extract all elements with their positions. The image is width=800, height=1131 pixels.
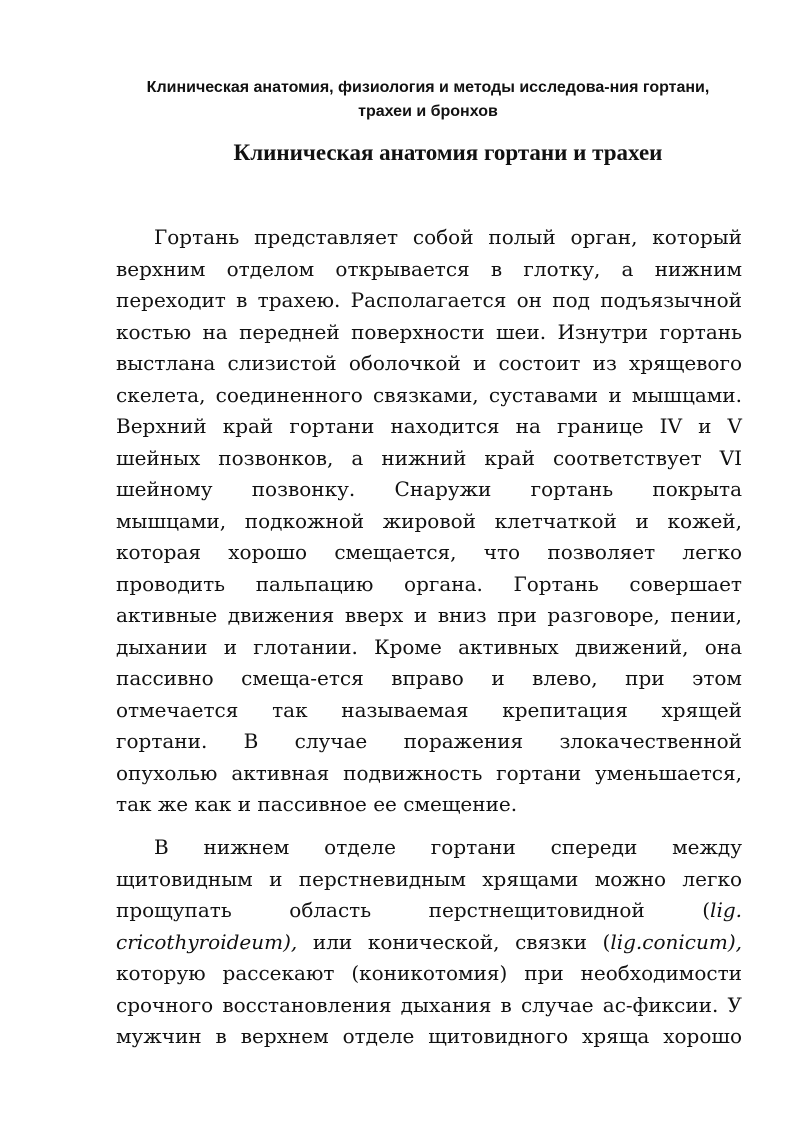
- paragraph-line: мужчин в верхнем отделе щитовидного хряща хорошо: [116, 1024, 742, 1048]
- paragraph-line: выстлана слизистой оболочкой и состоит из хрящевого: [116, 351, 742, 375]
- paragraph-line: [116, 927, 742, 959]
- paragraph-line: Верхний край гортани находится на границе IV и V: [116, 414, 742, 438]
- latin-term: lig.: [710, 898, 742, 922]
- text-run: или конической, связки (: [297, 929, 611, 954]
- paragraph-2: [116, 832, 742, 1053]
- paragraph-line: срочного восстановления дыхания в случае ас-фиксии. У: [116, 992, 742, 1017]
- paragraph-line: гортани. В случае поражения злокачественной: [116, 729, 742, 753]
- paragraph-line: дыхании и глотании. Кроме активных движений, она: [116, 634, 742, 659]
- latin-term: lig.conicum),: [610, 929, 742, 954]
- section-title: Клиническая анатомия гортани и трахеи: [233, 140, 663, 165]
- paragraph-line: переходит в трахею. Располагается он под подъязычной: [116, 288, 742, 312]
- paragraph-line: щитовидным и перстневидным хрящами можно легко: [116, 866, 742, 891]
- paragraph-line: пассивно смеща-ется вправо и влево, при этом: [116, 666, 742, 690]
- paragraph-line: которая хорошо смещается, что позволяет легко: [116, 540, 742, 564]
- paragraph-line: проводить пальпацию органа. Гортань совершает: [116, 571, 742, 596]
- paragraph-line: В нижнем отделе гортани спереди между: [154, 835, 742, 859]
- text-run: прощупать область перстнещитовидной (: [116, 898, 711, 922]
- paragraph-line: верхним отделом открывается в глотку, а нижним: [116, 256, 742, 281]
- paragraph-line: мышцами, подкожной жировой клетчаткой и кожей,: [116, 508, 742, 533]
- paragraph-line: шейному позвонку. Снаружи гортань покрыта: [116, 477, 742, 501]
- paragraph-1: [116, 222, 742, 821]
- paragraph-line: которую рассекают (коникотомия) при необходимости: [116, 961, 742, 985]
- paragraph-line: так же как и пассивное ее смещение.: [116, 792, 518, 816]
- paragraph-line: скелета, соединенного связками, суставами и мышцами.: [116, 382, 742, 407]
- paragraph-line: опухолью активная подвижность гортани уменьшается,: [116, 760, 742, 785]
- document-header: Клиническая анатомия, физиология и методы исследова-ния гортани, трахеи и бронхов: [146, 79, 710, 120]
- paragraph-line: костью на передней поверхности шеи. Изнутри гортань: [116, 319, 742, 344]
- paragraph-line: Гортань представляет собой полый орган, который: [154, 225, 742, 249]
- paragraph-line: отмечается так называемая крепитация хрящей: [116, 697, 742, 722]
- paragraph-line: шейных позвонков, а нижний край соответствует VI: [116, 445, 742, 470]
- paragraph-line: активные движения вверх и вниз при разговоре, пении,: [116, 603, 742, 627]
- latin-term: cricothyroideum),: [116, 929, 298, 954]
- paragraph-line: [116, 895, 742, 927]
